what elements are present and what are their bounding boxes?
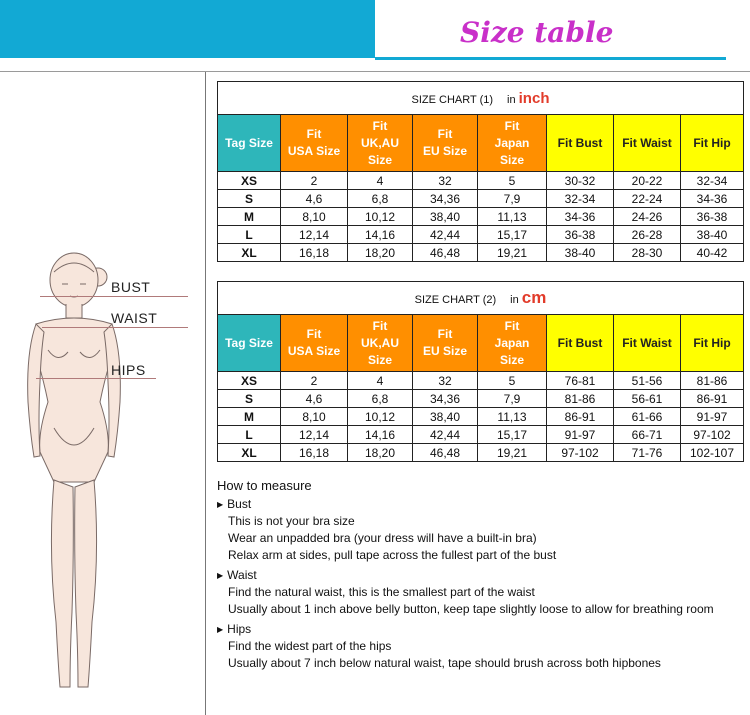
table-cell: 26-28 xyxy=(614,226,681,244)
tag-size-cell: M xyxy=(218,208,281,226)
table-cell: 28-30 xyxy=(614,244,681,262)
table-cell: 38,40 xyxy=(413,208,478,226)
triangle-bullet-icon: ▶ xyxy=(217,571,224,580)
column-header-text: Fit Waist xyxy=(622,335,672,350)
tag-size-cell: S xyxy=(218,190,281,208)
column-header xyxy=(348,315,413,372)
measure-section-title xyxy=(217,497,714,511)
measure-instruction: Usually about 1 inch above belly button, keep tape slightly loose to allow for breathing room xyxy=(228,602,714,616)
table-cell: 10,12 xyxy=(348,208,413,226)
how-to-measure xyxy=(217,478,714,672)
column-header-text: Fit Waist xyxy=(622,135,672,150)
size-chart-cm xyxy=(217,281,744,462)
page-title: Size table xyxy=(460,16,614,49)
table-cell: 4,6 xyxy=(281,390,348,408)
column-header xyxy=(614,115,681,172)
column-header-text: Fit xyxy=(504,318,520,333)
tag-size-cell: XL xyxy=(218,444,281,462)
column-header xyxy=(281,315,348,372)
table-cell: 15,17 xyxy=(478,226,547,244)
table-cell: 97-102 xyxy=(547,444,614,462)
table-cell: 81-86 xyxy=(681,372,744,390)
table-row xyxy=(218,372,744,390)
table-cell: 5 xyxy=(478,172,547,190)
table-row xyxy=(218,244,744,262)
column-header-text: EU Size xyxy=(422,344,467,358)
table-cell: 32-34 xyxy=(547,190,614,208)
column-header xyxy=(218,115,281,172)
hips-line xyxy=(36,378,156,379)
table-cell: 8,10 xyxy=(281,408,348,426)
measure-section-name: Hips xyxy=(227,622,252,636)
column-header xyxy=(681,315,744,372)
table-cell: 12,14 xyxy=(281,226,348,244)
column-header-text: Fit xyxy=(437,327,453,341)
triangle-bullet-icon: ▶ xyxy=(217,500,224,509)
measure-section-name: Waist xyxy=(227,568,257,582)
table-cell: 6,8 xyxy=(348,390,413,408)
table-cell: 56-61 xyxy=(614,390,681,408)
tag-size-cell: M xyxy=(218,408,281,426)
table-cell: 32 xyxy=(413,372,478,390)
column-header xyxy=(413,115,478,172)
table-cell: 19,21 xyxy=(478,244,547,262)
measure-section-title xyxy=(217,622,714,636)
table-cell: 46,48 xyxy=(413,244,478,262)
table-cell: 38,40 xyxy=(413,408,478,426)
figure-panel xyxy=(0,72,206,715)
column-header-text: Tag Size xyxy=(225,135,273,150)
table-cell: 42,44 xyxy=(413,426,478,444)
table-cell: 4,6 xyxy=(281,190,348,208)
column-header-text: Size xyxy=(499,152,524,167)
table-cell: 19,21 xyxy=(478,444,547,462)
chart-title xyxy=(218,82,744,115)
measure-instruction: Wear an unpadded bra (your dress will have a built-in bra) xyxy=(228,531,537,545)
column-header-text: EU Size xyxy=(422,144,467,158)
measure-section xyxy=(217,622,714,672)
table-cell: 76-81 xyxy=(547,372,614,390)
column-header-text: Tag Size xyxy=(225,335,273,350)
measure-section-name: Bust xyxy=(227,497,252,511)
column-header-text: Fit Bust xyxy=(557,335,603,350)
table-cell: 22-24 xyxy=(614,190,681,208)
hips-label: HIPS xyxy=(111,362,146,378)
column-header-text: Size xyxy=(499,352,524,367)
table-cell: 34,36 xyxy=(413,390,478,408)
table-cell: 10,12 xyxy=(348,408,413,426)
table-cell: 11,13 xyxy=(478,208,547,226)
column-header-text: Fit xyxy=(372,118,388,133)
column-header xyxy=(614,315,681,372)
table-cell: 15,17 xyxy=(478,426,547,444)
column-header xyxy=(413,315,478,372)
table-cell: 61-66 xyxy=(614,408,681,426)
column-header-text: Japan xyxy=(494,135,530,150)
column-header-text: Size xyxy=(367,352,392,367)
measure-section xyxy=(217,497,714,564)
column-header-text: Fit Hip xyxy=(693,335,731,350)
column-header-text: Fit xyxy=(372,318,388,333)
table-cell: 20-22 xyxy=(614,172,681,190)
table-cell: 6,8 xyxy=(348,190,413,208)
column-header-text: USA Size xyxy=(287,144,341,158)
column-header xyxy=(478,115,547,172)
table-cell: 34-36 xyxy=(681,190,744,208)
tag-size-cell: S xyxy=(218,390,281,408)
header-row xyxy=(218,115,744,172)
bust-label: BUST xyxy=(111,279,151,295)
table-cell: 2 xyxy=(281,372,348,390)
table-cell: 91-97 xyxy=(547,426,614,444)
table-cell: 97-102 xyxy=(681,426,744,444)
table-cell: 86-91 xyxy=(681,390,744,408)
table-row xyxy=(218,426,744,444)
column-header-text: Size xyxy=(367,152,392,167)
table-row xyxy=(218,226,744,244)
measure-instruction: Usually about 7 inch below natural waist, tape should brush across both hipbones xyxy=(228,656,661,670)
table-cell: 86-91 xyxy=(547,408,614,426)
column-header-text: UK,AU xyxy=(361,335,399,350)
measure-instruction: Relax arm at sides, pull tape across the fullest part of the bust xyxy=(228,548,557,562)
table-row xyxy=(218,190,744,208)
bust-line xyxy=(40,296,188,297)
table-cell: 2 xyxy=(281,172,348,190)
table-cell: 102-107 xyxy=(681,444,744,462)
column-header-text: Fit xyxy=(306,327,322,341)
unit-prefix: in xyxy=(507,93,519,106)
table-cell: 51-56 xyxy=(614,372,681,390)
triangle-bullet-icon: ▶ xyxy=(217,625,224,634)
measure-instruction: Find the natural waist, this is the smallest part of the waist xyxy=(228,585,535,599)
tag-size-cell: XS xyxy=(218,172,281,190)
table-cell: 36-38 xyxy=(547,226,614,244)
body-figure-illustration xyxy=(14,232,124,702)
column-header-text: USA Size xyxy=(287,344,341,358)
chart-title-text: SIZE CHART (1) xyxy=(411,93,494,106)
table-cell: 7,9 xyxy=(478,390,547,408)
table-cell: 11,13 xyxy=(478,408,547,426)
column-header xyxy=(547,115,614,172)
measure-instruction: Find the widest part of the hips xyxy=(228,639,392,653)
table-cell: 38-40 xyxy=(681,226,744,244)
unit-label: cm xyxy=(521,288,547,307)
table-cell: 42,44 xyxy=(413,226,478,244)
table-row xyxy=(218,390,744,408)
column-header-text: Fit Hip xyxy=(693,135,731,150)
table-cell: 16,18 xyxy=(281,244,348,262)
table-cell: 5 xyxy=(478,372,547,390)
column-header xyxy=(478,315,547,372)
chart-title xyxy=(218,282,744,315)
table-cell: 12,14 xyxy=(281,426,348,444)
table-cell: 16,18 xyxy=(281,444,348,462)
table-cell: 46,48 xyxy=(413,444,478,462)
table-row xyxy=(218,208,744,226)
table-cell: 7,9 xyxy=(478,190,547,208)
measure-section xyxy=(217,568,714,618)
table-cell: 38-40 xyxy=(547,244,614,262)
table-cell: 14,16 xyxy=(348,426,413,444)
table-cell: 40-42 xyxy=(681,244,744,262)
table-cell: 34,36 xyxy=(413,190,478,208)
table-cell: 71-76 xyxy=(614,444,681,462)
unit-prefix: in xyxy=(510,294,522,306)
column-header-text: Fit xyxy=(504,118,520,133)
waist-line xyxy=(42,327,188,328)
waist-label: WAIST xyxy=(111,310,158,326)
unit-label: inch xyxy=(518,89,550,107)
chart-title-text: SIZE CHART (2) xyxy=(414,294,497,306)
column-header-text: Fit xyxy=(437,127,453,141)
column-header xyxy=(348,115,413,172)
table-cell: 36-38 xyxy=(681,208,744,226)
table-row xyxy=(218,444,744,462)
table-cell: 18,20 xyxy=(348,244,413,262)
table-row xyxy=(218,408,744,426)
column-header-text: Fit xyxy=(306,127,322,141)
table-cell: 14,16 xyxy=(348,226,413,244)
header-underline xyxy=(375,57,726,60)
measure-instruction: This is not your bra size xyxy=(228,514,355,528)
table-cell: 66-71 xyxy=(614,426,681,444)
measure-section-title xyxy=(217,568,714,582)
table-cell: 32-34 xyxy=(681,172,744,190)
table-cell: 18,20 xyxy=(348,444,413,462)
table-cell: 4 xyxy=(348,372,413,390)
column-header-text: UK,AU xyxy=(361,135,399,150)
table-cell: 8,10 xyxy=(281,208,348,226)
table-cell: 81-86 xyxy=(547,390,614,408)
column-header xyxy=(681,115,744,172)
tag-size-cell: L xyxy=(218,426,281,444)
table-cell: 30-32 xyxy=(547,172,614,190)
column-header xyxy=(281,115,348,172)
header-row xyxy=(218,315,744,372)
how-to-measure-title: How to measure xyxy=(217,478,312,493)
column-header-text: Japan xyxy=(494,335,530,350)
table-cell: 4 xyxy=(348,172,413,190)
table-cell: 24-26 xyxy=(614,208,681,226)
tag-size-cell: XS xyxy=(218,372,281,390)
tag-size-cell: XL xyxy=(218,244,281,262)
column-header-text: Fit Bust xyxy=(557,135,603,150)
tag-size-cell: L xyxy=(218,226,281,244)
table-cell: 32 xyxy=(413,172,478,190)
table-cell: 34-36 xyxy=(547,208,614,226)
column-header xyxy=(547,315,614,372)
table-row xyxy=(218,172,744,190)
column-header xyxy=(218,315,281,372)
size-chart-inch xyxy=(217,81,744,262)
table-cell: 91-97 xyxy=(681,408,744,426)
header-banner xyxy=(0,0,375,58)
